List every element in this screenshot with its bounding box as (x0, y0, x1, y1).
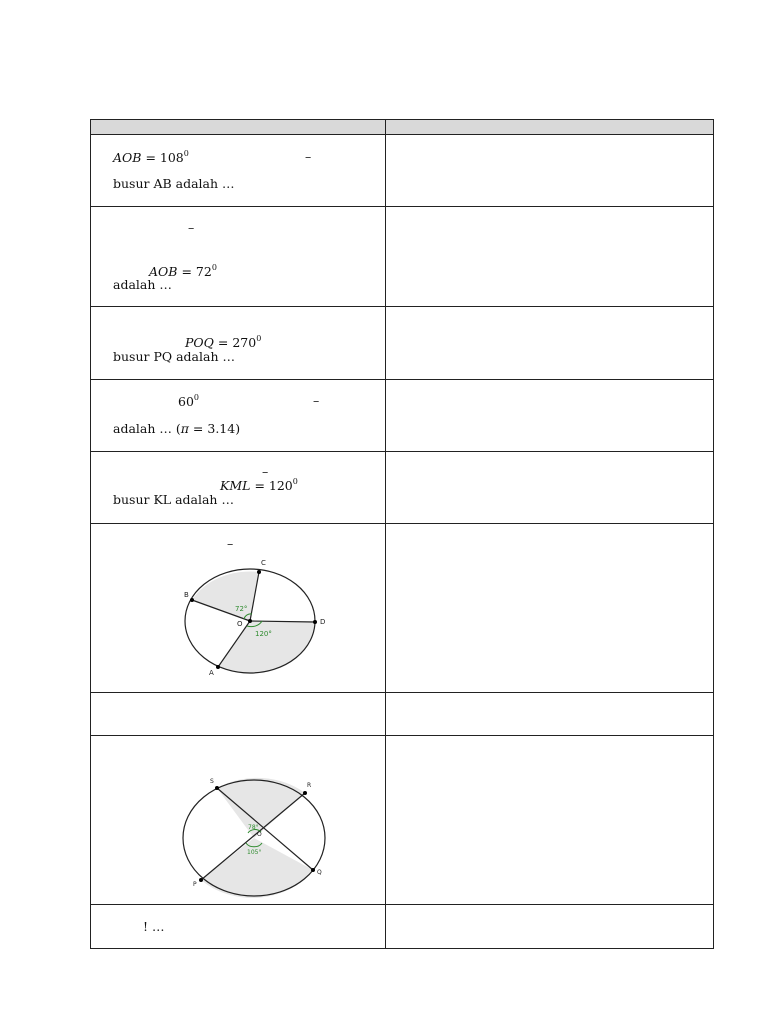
dash: – (188, 220, 195, 235)
question-cell (91, 693, 386, 736)
label-r: R (307, 782, 312, 789)
dash: – (305, 149, 312, 164)
point-o (248, 619, 252, 623)
label-c: C (261, 559, 266, 567)
header-cell-answer (386, 120, 714, 135)
label-a: A (209, 669, 214, 677)
exercise-table (90, 119, 714, 949)
angle-label-78: 78° (248, 824, 259, 831)
point-c (257, 570, 261, 574)
math-expression: AOB = $108^0$ (113, 149, 189, 165)
circle-figure-1 (175, 556, 335, 692)
shaded-sector-sor (217, 778, 305, 838)
answer-cell[interactable] (386, 736, 714, 905)
dash: – (227, 536, 234, 551)
question-cell (91, 524, 386, 693)
label-o: O (237, 620, 243, 628)
math-expression: POQ = $270^0$ (185, 334, 262, 350)
answer-cell[interactable] (386, 452, 714, 524)
answer-cell[interactable] (386, 524, 714, 693)
label-d: D (320, 618, 326, 626)
dash: – (262, 464, 269, 479)
answer-cell[interactable] (386, 693, 714, 736)
question-cell (91, 452, 386, 524)
question-text: busur AB adalah … (113, 176, 235, 191)
answer-cell[interactable] (386, 905, 714, 949)
angle-label-72: 72° (235, 605, 248, 613)
header-cell-question (91, 120, 386, 135)
point-a (216, 665, 220, 669)
answer-cell[interactable] (386, 207, 714, 307)
point-s (215, 786, 219, 790)
table-row (91, 207, 714, 307)
angle-label-120: 120° (255, 630, 272, 638)
question-cell (91, 207, 386, 307)
table-row (91, 905, 714, 949)
table-header-row (91, 120, 714, 135)
shaded-sector-boc (192, 571, 259, 621)
table-row (91, 307, 714, 380)
table-row (91, 693, 714, 736)
label-o: O (257, 831, 262, 838)
question-text: adalah … (π = 3.14) (113, 421, 241, 436)
angle-value: $60^0$ (178, 393, 199, 409)
shaded-sector-qop (201, 838, 313, 898)
question-text: ! … (143, 919, 165, 934)
shaded-sector-doa (218, 621, 315, 674)
angle-label-105: 105° (247, 849, 262, 856)
table-row (91, 380, 714, 452)
math-expression: AOB = $72^0$ (149, 263, 217, 279)
table-row (91, 524, 714, 693)
question-cell (91, 736, 386, 905)
question-text: busur PQ adalah … (113, 349, 235, 364)
label-b: B (184, 591, 189, 599)
question-text: adalah … (113, 277, 172, 292)
question-cell (91, 135, 386, 207)
table-row (91, 736, 714, 905)
answer-cell[interactable] (386, 135, 714, 207)
table-row (91, 135, 714, 207)
question-cell (91, 380, 386, 452)
circle-figure-2 (173, 774, 333, 904)
answer-cell[interactable] (386, 307, 714, 380)
point-q (311, 868, 315, 872)
point-d (313, 620, 317, 624)
question-cell (91, 307, 386, 380)
question-text: busur KL adalah … (113, 492, 234, 507)
dash: – (313, 393, 320, 408)
answer-cell[interactable] (386, 380, 714, 452)
label-p: P (193, 881, 197, 888)
table-row (91, 452, 714, 524)
point-b (190, 598, 194, 602)
label-s: S (210, 778, 214, 785)
question-cell (91, 905, 386, 949)
label-q: Q (317, 869, 322, 876)
point-p (199, 878, 203, 882)
point-r (303, 791, 307, 795)
math-expression: KML = $120^0$ (220, 477, 298, 493)
